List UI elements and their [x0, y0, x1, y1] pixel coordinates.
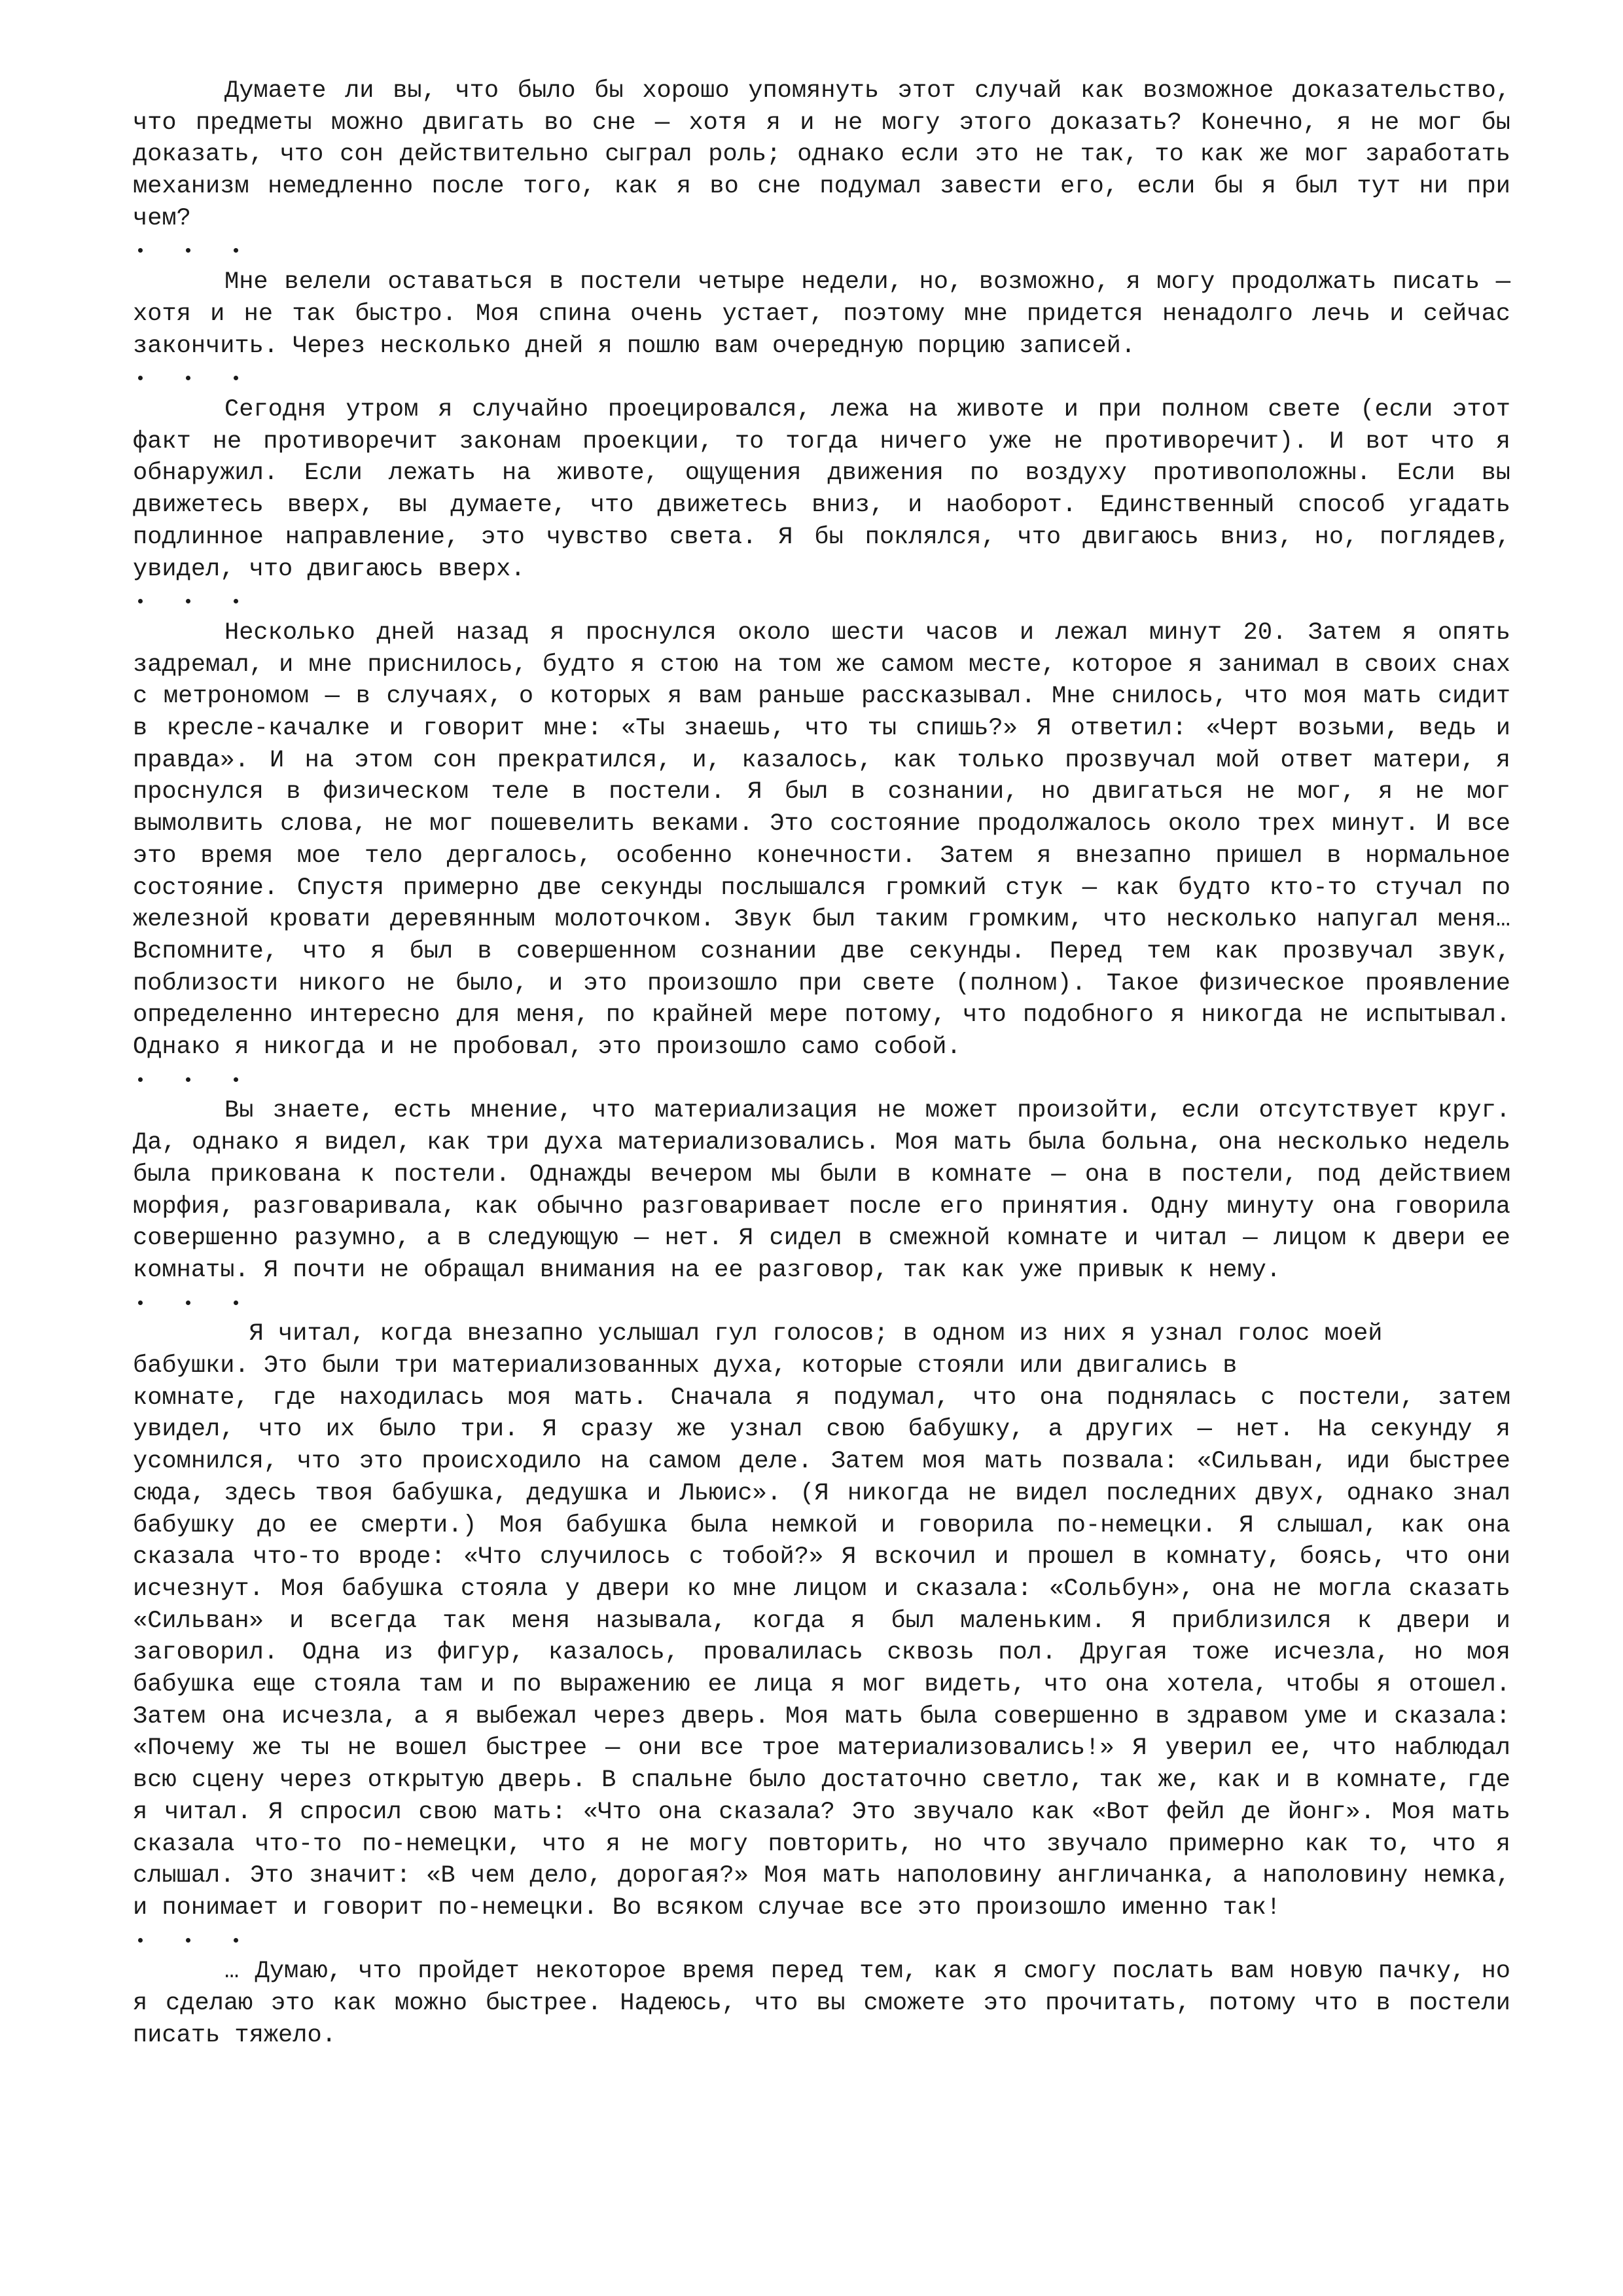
- section-separator: [133, 1064, 1510, 1096]
- paragraph-materialization: Вы знаете, есть мнение, что материализация не может произойти, если отсутствует круг. Да, однако я видел, как три духа материализовались. Моя мать была больна, она несколько недель была прикована к постели. Однажды вечером мы были в комнате — она в постели, под действием морфия, разговаривала, как обычно разговаривает после его принятия. Одну минуту она говорила совершенно разумно, а в следующую — нет. Я сидел в смежной комнате и читал — лицом к двери ее комнаты. Я почти не обращал внимания на ее разговор, так как уже привык к нему.: [133, 1097, 1510, 1284]
- section-separator: [133, 235, 1510, 267]
- paragraph-projection-on-stomach: Сегодня утром я случайно проецировался, лежа на животе и при полном свете (если этот факт не противоречит законам проекции, то тогда ничего уже не противоречит). И вот что я обнаружил. Если лежать на животе, ощущения движения по воздуху противоположны. Если вы движетесь вверх, вы думаете, что движетесь вниз, и наоборот. Единственный способ угадать подлинное направление, это чувство света. Я бы поклялся, что двигаюсь вниз, но, поглядев, увидел, что двигаюсь вверх.: [133, 396, 1510, 583]
- section-separator: [133, 1287, 1510, 1319]
- section-separator: [133, 362, 1510, 394]
- section-separator: [133, 1924, 1510, 1956]
- paragraph-voices-line-2: бабушки. Это были три материализованных духа, которые стояли или двигались в: [133, 1352, 1238, 1380]
- paragraph-closing: … Думаю, что пройдет некоторое время перед тем, как я смогу послать вам новую пачку, но я сделаю это как можно быстрее. Надеюсь, что вы сможете это прочитать, потому что в постели писать тяжело.: [133, 1958, 1510, 2049]
- paragraph-metronome-dream: Несколько дней назад я проснулся около шести часов и лежал минут 20. Затем я опять задремал, и мне приснилось, будто я стою на том же самом месте, которое я занимал в своих снах с метрономом — в случаях, о которых я вам раньше рассказывал. Мне снилось, что моя мать сидит в кресле-качалке и говорит мне: «Ты знаешь, что ты спишь?» Я ответил: «Черт возьми, ведь и правда». И на этом сон прекратился, и, казалось, как только прозвучал мой ответ матери, я проснулся в физическом теле в постели. Я был в сознании, но двигаться не мог, я не мог вымолвить слова, не мог пошевелить веками. Это состояние продолжалось около трех минут. И все это время мое тело дергалось, особенно конечности. Затем я внезапно пришел в нормальное состояние. Спустя примерно две секунды послышался громкий стук — как будто кто-то стучал по железной кровати деревянным молоточком. Звук был таким громким, что несколько напугал меня… Вспомните, что я был в совершенном сознании две секунды. Перед тем как прозвучал звук, поблизости никого не было, и это произошло при свете (полном). Такое физическое проявление определенно интересно для меня, по крайней мере потому, что подобного я никогда не испытывал. Однако я никогда и не пробовал, это произошло само собой.: [133, 619, 1510, 1062]
- paragraph-sleep-mechanism: Думаете ли вы, что было бы хорошо упомянуть этот случай как возможное доказательство, что предметы можно двигать во сне — хотя я и не могу этого доказать? Конечно, я не мог бы доказать, что сон действительно сыграл роль; однако если это не так, то как же мог заработать механизм немедленно после того, как я во сне подумал завести его, если бы я был тут ни при чем?: [133, 77, 1510, 232]
- paragraph-voices-continued: комнате, где находилась моя мать. Сначала я подумал, что она поднялась с постели, затем увидел, что их было три. Я сразу же узнал свою бабушку, а других — нет. На секунду я усомнился, что это происходило на самом деле. Затем моя мать позвала: «Сильван, иди быстрее сюда, здесь твоя бабушка, дедушка и Льюис». (Я никогда не видел последних двух, однако знал бабушку до ее смерти.) Моя бабушка была немкой и говорила по-немецки. Я слышал, как она сказала что-то вроде: «Что случилось с тобой?» Я вскочил и прошел в комнату, боясь, что они исчезнут. Моя бабушка стояла у двери ко мне лицом и сказала: «Сольбун», она не могла сказать «Сильван» и всегда так меня называла, когда я был маленьким. Я приблизился к двери и заговорил. Одна из фигур, казалось, провалилась сквозь пол. Другая тоже исчезла, но моя бабушка еще стояла там и по выражению ее лица я мог видеть, что она хотела, чтобы я отошел. Затем она исчезла, а я выбежал через дверь. Моя мать была совершенно в здравом уме и сказала: «Почему же ты не вошел быстрее — они все трое материализовались!» Я уверил ее, что наблюдал всю сцену через открытую дверь. В спальне было достаточно светло, так же, как и в комнате, где я читал. Я спросил свою мать: «Что она сказала? Это звучало как «Вот фейл де йонг». Моя мать сказала что-то по-немецки, что я не могу повторить, но что звучало примерно как то, что я слышал. Это значит: «В чем дело, дорогая?» Моя мать наполовину англичанка, а наполовину немка, и понимает и говорит по-немецки. Во всяком случае все это произошло именно так!: [133, 1384, 1510, 1922]
- section-separator: [133, 585, 1510, 617]
- paragraph-bed-rest: Мне велели оставаться в постели четыре недели, но, возможно, я могу продолжать писать — хотя и не так быстро. Моя спина очень устает, поэтому мне придется ненадолго лечь и сейчас закончить. Через несколько дней я пошлю вам очередную порцию записей.: [133, 268, 1510, 360]
- letter-page: [133, 75, 1510, 2052]
- paragraph-voices-line-1: Я читал, когда внезапно услышал гул голосов; в одном из них я узнал голос моей: [133, 1320, 1383, 1348]
